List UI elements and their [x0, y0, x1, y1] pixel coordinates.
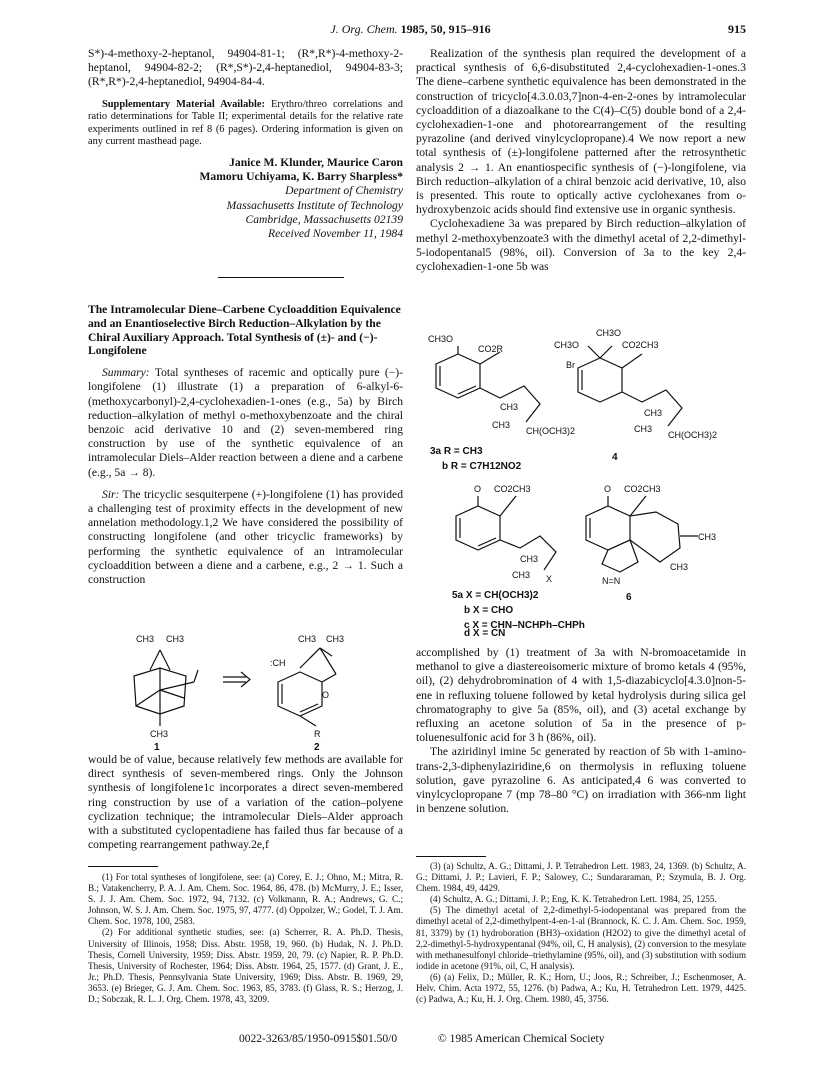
ch3-label: CH3 [166, 634, 185, 644]
left-column [88, 47, 403, 241]
department: Department of Chemistry [285, 184, 403, 198]
bond [300, 716, 316, 726]
copyright: © 1985 American Chemical Society [438, 1033, 605, 1045]
running-header [0, 22, 821, 37]
ch3-label: CH3 [698, 532, 717, 542]
institution: Massachusetts Institute of Technology [226, 198, 403, 212]
bond [600, 346, 612, 358]
ch3-label: CH3 [644, 408, 663, 418]
double-bond [300, 704, 318, 712]
carbonyl-o: O [322, 690, 330, 700]
ch3-label: CH3 [670, 562, 689, 572]
ch3-label: CH3 [634, 424, 653, 434]
bond [136, 690, 160, 706]
pyrazoline-ring [602, 540, 638, 572]
ring [456, 506, 500, 550]
registry-numbers: S*)-4-methoxy-2-heptanol, 94904-81-1; (R*,R*)-4-methoxy-2-heptanol, 94904-82-2; (R*,S*)-2,4-heptanediol, 94904-83-3; (R*,R*)-2,4-heptanediol, 94904-84-4. [88, 47, 403, 89]
paragraph-3: accomplished by (1) treatment of 3a with N-bromoacetamide in methanol to give a diastereoisomeric mixture of bromo ketals 4 (95%, oil), (2) dehydrobromination of 4 with 1,5-diazabicyclo[4.3.0]non-5-ene in refluxing toluene followed by ketal hydrolysis during silica gel chromatography to give 5a (85%, oil), and (3) acetal exchange by refluxing an acetone solution of 5a in the presence of p-toluenesulfonic acid for 3 h (86%, oil). [416, 646, 746, 745]
ch3-label: CH3 [150, 729, 169, 739]
methoxy-label: CH3O [428, 334, 454, 344]
summary [88, 366, 403, 480]
city: Cambridge, Massachusetts 02139 [245, 212, 403, 226]
double-bond [458, 386, 476, 394]
page-number: 915 [728, 22, 746, 36]
paragraph-2: Cyclohexadiene 3a was prepared by Birch reduction–alkylation of methyl 2-methoxybenzoate3 with the dimethyl acetal of 2,2-dimethyl-5-iodopentanal5 (98%, oil). Conversion of 3a to the key 2,4-cyclohexadien-1-one 5b was [416, 217, 746, 274]
sir-label: Sir: [102, 487, 120, 501]
left-column-article [88, 303, 403, 587]
bond [160, 682, 194, 690]
double-bond [478, 538, 496, 546]
compound-label-5c: c X = CHN–NCHPh–CHPh [464, 620, 585, 629]
compound-label-4: 4 [612, 452, 618, 463]
carbonyl-o: O [474, 484, 482, 494]
compound-label-5b: b X = CHO [464, 605, 514, 616]
bond [622, 354, 642, 368]
ch3-label: CH3 [512, 570, 531, 580]
bond [300, 648, 320, 668]
footnotes-right [416, 861, 746, 1005]
right-column-continued [416, 646, 746, 816]
ring [578, 358, 622, 402]
compound-label-5a: 5a X = CH(OCH3)2 [452, 590, 539, 601]
summary-text: Total syntheses of racemic and optically pure (−)-longifolene (1) illustrate (1) a preparation of 6-alkyl-6-(methoxycarbonyl)-2,4-cyclohexadien-1-ones (e.g., 5a) by Birch reduction–alkylation of methyl o-methoxybenzoate and the chiral benzoic acid derivative 10 and (2) seven-membered ring construction by use of the synthetic equivalence of an intramolecular Diels–Alder reaction between a diene and a carbene (e.g., 5a → 8). [88, 366, 403, 479]
footnote: (3) (a) Schultz, A. G.; Dittami, J. P. Tetrahedron Lett. 1983, 24, 1369. (b) Schultz, A. G.; Dittami, J. P.; Lavieri, F. P.; Salowey, C.; Sundararaman, P.; Szymula, B. J. Org. Chem. 1984, 49, 4429. [416, 861, 746, 894]
bond [194, 670, 198, 682]
ch3-label: CH3 [492, 420, 511, 430]
acetal-label: CH(OCH3)2 [526, 426, 576, 436]
bond [588, 346, 600, 358]
compound-label-3b: b R = C7H12NO2 [442, 461, 522, 472]
ch3-label: CH3 [298, 634, 317, 644]
right-column [416, 47, 746, 274]
authors-line-2: Mamoru Uchiyama, K. Barry Sharpless* [199, 170, 403, 184]
compound-label-5d: d X = CN [464, 628, 506, 639]
paragraph-1: Realization of the synthesis plan required the development of a practical synthesis of 6,6-disubstituted 2,4-cyclohexadien-1-ones.3 The diene–carbene synthetic equivalence has been demonstrated in the construction of tricyclo[4.3.0.03,7]non-4-en-2-ones by intramolecular cycloaddition of a diazoalkane to the C(4)–C(5) double bond of a 2,4-cyclohexadien-1-one and photorearrangement of the resulting pyrazoline (and derived vinylcyclopropane).4 We now report a new total synthesis of (±)-longifolene patterned after the retrosynthetic analysis 2 → 1. An enantiospecific synthesis of (−)-longifolene, via Birch reduction–alkylation of a chiral benzoic acid derivative, 10, also is presented. This route to optically active cyclohexanes from o-hydroxybenzoic acids should find extensive use in organic synthesis. [416, 47, 746, 217]
compound-label-2: 2 [314, 742, 320, 750]
paragraph-4: The aziridinyl imine 5c generated by reaction of 5b with 1-amino-trans-2,3-diphenylaziridine,6 on thermolysis in refluxing toluene solution, gave pyrazoline 6. As anticipated,4 6 was converted to vinylcyclopropane 7 (mp 78–80 °C) on irradiation with 366-nm light in benzene solution. [416, 745, 746, 816]
author-block [88, 156, 403, 241]
footnote: (6) (a) Felix, D.; Müller, R. K.; Horn, U.; Joos, R.; Schreiber, J.; Eschenmoser, A. Helv. Chim. Acta 1972, 55, 1276. (b) Padwa, A.; Ku, H. Tetrahedron Lett. 1979, 4425. (c) Padwa, A.; Ku, H. J. Org. Chem. 1980, 45, 3756. [416, 971, 746, 1005]
supp-title: Supplementary Material Available: [102, 98, 266, 110]
footnote: (2) For additional synthetic studies, see: (a) Scherrer, R. A. Ph.D. Thesis, University of Illinois, 1958; Diss. Abstr. 1958, 19, 960. (b) Hudak, N. J. Ph.D. Thesis, Cornell University, 1959; Diss. Abstr. 1959, 20, 79. (c) Napier, R. P. Ph.D. Thesis, University of Rochester, 1964; Diss. Abstr. 1964, 25, 1577. (d) Grant, J. E., Jr.; Ph.D. Thesis, Pennsylvania State University, 1969; Diss. Abstr. B. 1969, 29, 3653. (e) Brieger, G. J. Am. Chem. Soc. 1963, 85, 3783. (f) Glass, R. S.; Herzog, J. D.; Sobczak, R. L. J. Org. Chem. 1978, 43, 3209. [88, 927, 403, 1005]
footnote: (5) The dimethyl acetal of 2,2-dimethyl-5-iodopentanal was prepared from the dimethyl acetal of 2,2-dimethylpent-4-en-1-al (Brannock, K. C. J. Am. Chem. Soc. 1959, 81, 3379) by (1) hydroboration (BH3)–oxidation (H2O2) to give the dimethyl acetal of 2,2-dimethyl-5-hydroxypentanal (94%, oil, C, H analysis), (2) conversion to the mesylate with methanesulfonyl chloride–triethylamine (95%, oil), and (3) substitution with sodium iodide in acetone (91%, oil, C, H analysis). [416, 905, 746, 971]
compound-label-6: 6 [626, 592, 632, 603]
footnote: (1) For total syntheses of longifolene, see: (a) Corey, E. J.; Ohno, M.; Mitra, R. B.; Vatakencherry, P. A. J. Am. Chem. Soc. 1964, 86, 478. (b) McMurry, J. E.; Isser, S. J. J. Am. Chem. Soc. 1972, 94, 7132. (c) Volkmann, R. A.; Andrews, G. C.; Johnson, W. S. J. Am. Chem. Soc. 1975, 97, 4777. (d) Oppolzer, W.; Godel, T. J. Am. Chem. Soc. 1978, 100, 2583. [88, 872, 403, 927]
issn-code: 0022-3263/85/1950-0915$01.50/0 [239, 1033, 398, 1045]
continuation-paragraph: would be of value, because relatively few methods are available for direct synthesis of seven-membered rings. Only the Johnson synthesis of longifolene1c incorporates a direct seven-membered ring construction by use of a variation of the cation–polyene cyclization technique; the intramolecular Diels–Alder approach with a substituted cyclopentadiene has failed thus far because of a competing rearrangement pathway.2e,f [88, 753, 403, 852]
summary-label: Summary: [102, 366, 150, 380]
bond [160, 690, 184, 698]
ester-label: CO2CH3 [622, 340, 659, 350]
received-date: Received November 11, 1984 [268, 227, 403, 240]
methoxy-label: CH3O [554, 340, 580, 350]
sir-text: The tricyclic sesquiterpene (+)-longifolene (1) has provided a challenging test of proximity effects in the development of new annelation methodology.1,2 We have considered the possibility of constructing longifolene (and other tricyclic frameworks) by performing the synthetic equivalence of an intramolecular cycloaddition between a diene and a carbene, e.g., 2 → 1. Such a construction [88, 487, 403, 587]
article-title: The Intramolecular Diene–Carbene Cycloaddition Equivalence and an Enantioselective Birch Reduction–Alkylation by the Chiral Auxiliary Approach. Total Synthesis of (±)- and (−)-Longifolene [88, 303, 401, 358]
compound-label-3a: 3a R = CH3 [430, 446, 483, 457]
methoxy-label: CH3O [596, 328, 622, 338]
bromo-label: Br [566, 360, 575, 370]
scheme-1-figure [88, 620, 403, 750]
bond [630, 496, 646, 516]
left-column-continued [88, 753, 403, 852]
x-group-label: X [546, 574, 553, 584]
ester-label: CO2CH3 [624, 484, 661, 494]
retro-arrow-head [241, 672, 250, 687]
footnotes-left [88, 872, 403, 1005]
bond [320, 648, 336, 674]
scheme-2-figure [416, 324, 746, 629]
carbene-label: :CH [270, 658, 286, 668]
ester-label: CO2R [478, 344, 504, 354]
ring [278, 672, 322, 716]
seven-ring [630, 512, 680, 562]
ch3-label: CH3 [326, 634, 345, 644]
ch3-label: CH3 [520, 554, 539, 564]
footnote-rule [88, 866, 158, 867]
journal-name: J. Org. Chem. [330, 22, 398, 36]
volume-info: 1985, 50, 915–916 [400, 22, 491, 36]
side-chain [500, 536, 556, 570]
supp-text: Erythro/threo correlations and ratio determinations for Table II; experimental details for the relative rate experiments outlined in ref 8 (6 pages). Ordering information is given on any current masthead page. [88, 98, 403, 148]
compound-label-1: 1 [154, 742, 160, 750]
ester-label: CO2CH3 [494, 484, 531, 494]
ring [436, 354, 480, 398]
bond [150, 650, 160, 670]
authors-line-1: Janice M. Klunder, Maurice Caron [229, 155, 403, 169]
bond [322, 674, 336, 682]
footnote: (4) Schultz, A. G.; Dittami, J. P.; Eng, K. K. Tetrahedron Lett. 1984, 25, 1255. [430, 894, 717, 905]
azo-label: N=N [602, 576, 621, 586]
intro-paragraph [88, 488, 403, 587]
ch3-label: CH3 [136, 634, 155, 644]
acetal-label: CH(OCH3)2 [668, 430, 718, 440]
bond [160, 650, 170, 670]
ch3-label: CH3 [500, 402, 519, 412]
footnote-rule [416, 856, 486, 857]
supplementary-material [88, 99, 403, 149]
r-group-label: R [314, 729, 321, 739]
section-divider [218, 277, 344, 278]
bond [500, 496, 516, 516]
carbonyl-o: O [604, 484, 612, 494]
